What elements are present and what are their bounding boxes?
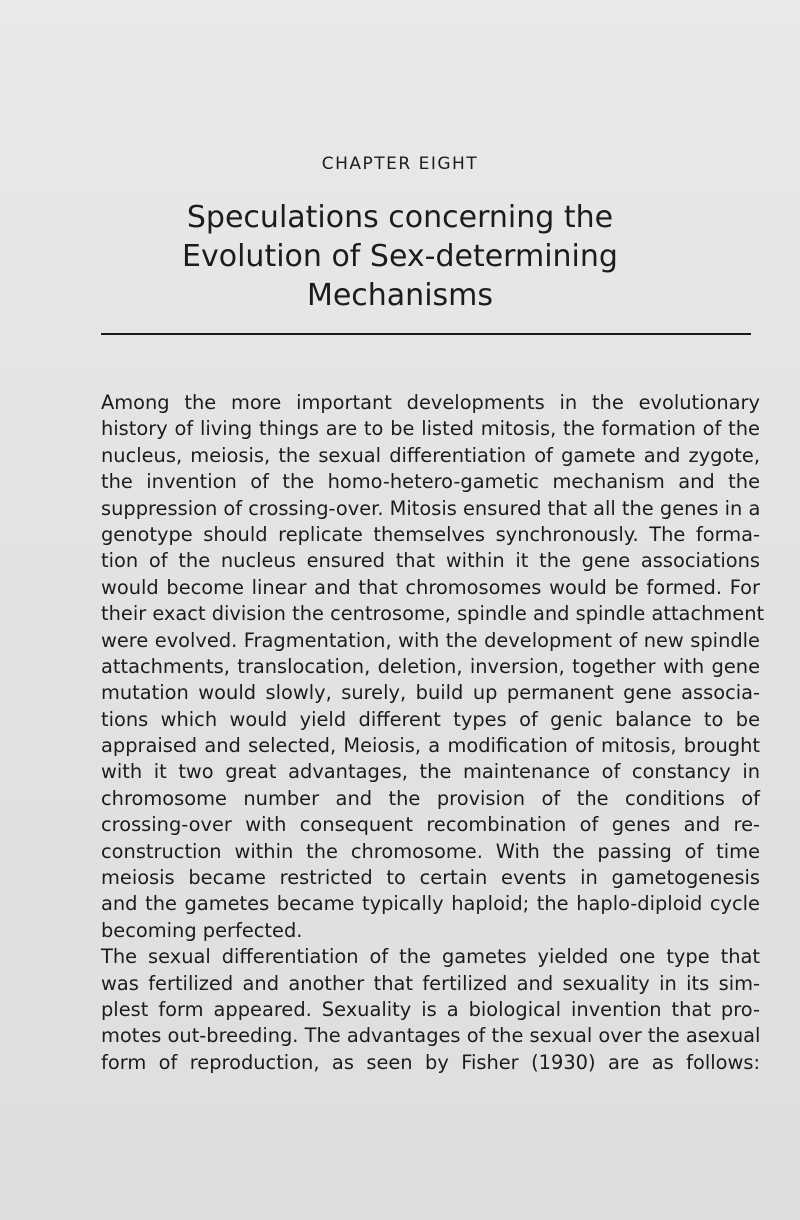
text-line: would become linear and that chromosomes would be formed. For: [101, 575, 760, 599]
chapter-title: [0, 198, 800, 315]
chapter-title-line: Evolution of Sex-determining: [182, 239, 618, 274]
chapter-label: CHAPTER EIGHT: [321, 154, 479, 174]
text-line: motes out-breeding. The advantages of the sexual over the asexual: [101, 1024, 761, 1048]
text-line: form of reproduction, as seen by Fisher (1930) are as follows:: [101, 1050, 760, 1074]
text-line: plest form appeared. Sexuality is a biological invention that pro-: [101, 997, 760, 1021]
text-line: genotype should replicate themselves synchronously. The forma-: [101, 522, 760, 546]
chapter-title-line: Mechanisms: [306, 278, 494, 313]
text-line: attachments, translocation, deletion, inversion, together with gene: [101, 654, 760, 678]
text-line: history of living things are to be listed mitosis, the formation of the: [101, 417, 760, 441]
text-line: and the gametes became typically haploid; the haplo-diploid cycle: [101, 892, 760, 916]
text-line: the invention of the homo-hetero-gametic mechanism and the: [101, 470, 760, 494]
text-line: construction within the chromosome. With the passing of time: [101, 839, 760, 863]
text-line: chromosome number and the provision of the conditions of: [101, 786, 760, 810]
text-line: becoming perfected.: [101, 918, 303, 942]
text-line: were evolved. Fragmentation, with the development of new spindle: [101, 628, 760, 652]
text-line: The sexual differentiation of the gametes yielded one type that: [101, 945, 760, 969]
text-line: mutation would slowly, surely, build up permanent gene associa-: [101, 681, 760, 705]
text-line: their exact division the centrosome, spindle and spindle attachment: [101, 602, 765, 626]
title-divider: [101, 333, 751, 335]
text-line: tions which would yield different types of genic balance to be: [101, 707, 760, 731]
text-line: suppression of crossing-over. Mitosis ensured that all the genes in a: [101, 496, 761, 520]
body-text: [101, 390, 765, 1076]
text-line: tion of the nucleus ensured that within it the gene associations: [101, 549, 760, 573]
text-line: nucleus, meiosis, the sexual differentiation of gamete and zygote,: [101, 443, 760, 467]
text-line: appraised and selected, Meiosis, a modification of mitosis, brought: [101, 734, 760, 758]
text-line: meiosis became restricted to certain events in gametogenesis: [101, 866, 760, 890]
text-line: Among the more important developments in the evolutionary: [101, 391, 760, 414]
chapter-title-line: Speculations concerning the: [186, 200, 614, 235]
text-line: was fertilized and another that fertilized and sexuality in its sim-: [101, 971, 760, 995]
text-line: crossing-over with consequent recombination of genes and re-: [101, 813, 760, 837]
text-line: with it two great advantages, the maintenance of constancy in: [101, 760, 760, 784]
